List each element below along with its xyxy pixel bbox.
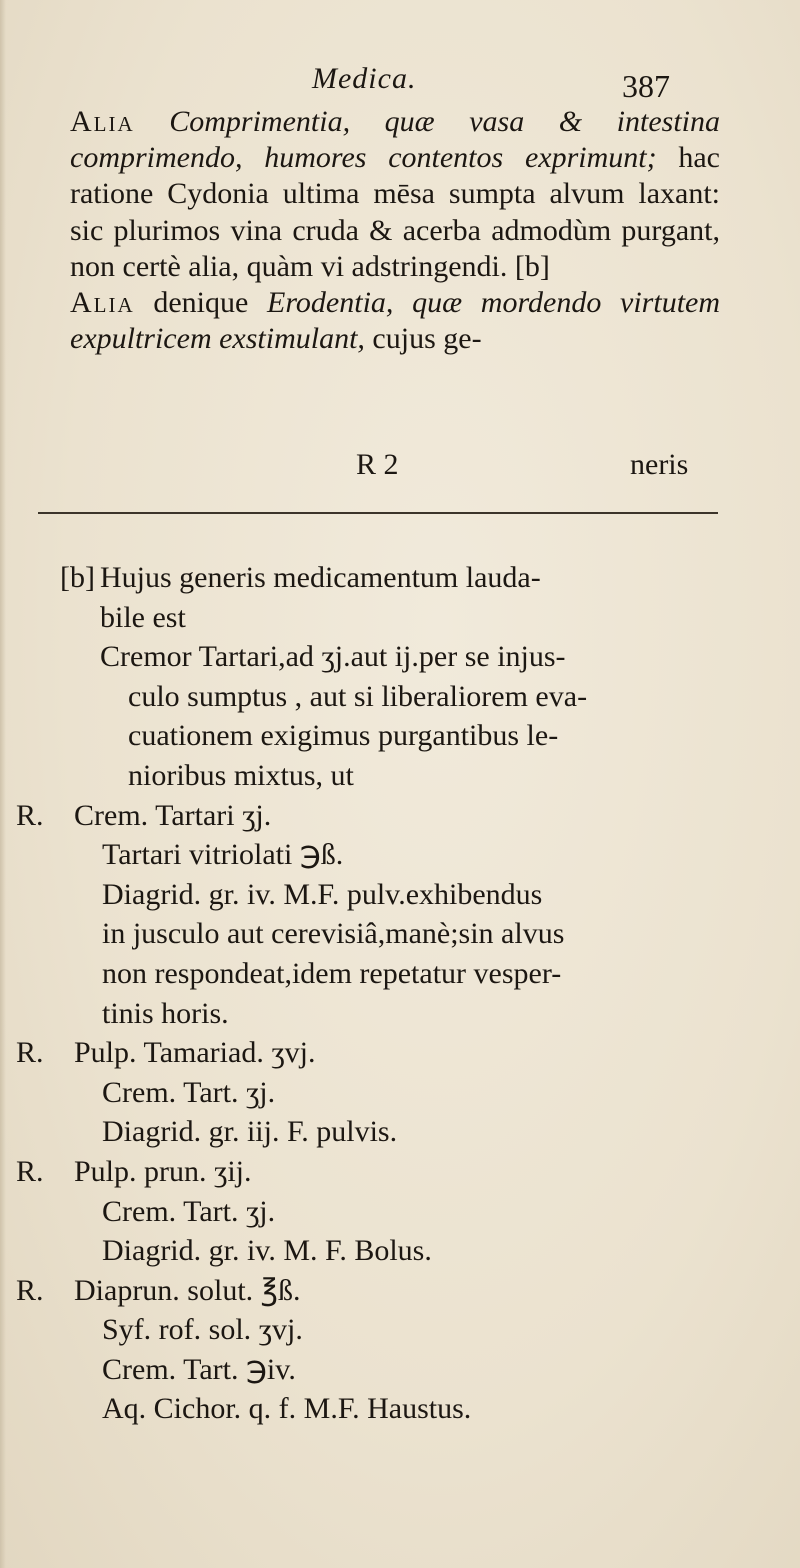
recipe-line: Crem. Tartari ʒj. [74, 798, 272, 832]
footnote-line: Cremor Tartari,ad ʒj.aut ij.per se injus- [100, 640, 566, 674]
recipe-line: Diaprun. solut. ℥ß. [74, 1273, 301, 1307]
footnote-line: nioribus mixtus, ut [128, 758, 354, 792]
recipe-symbol: R. [16, 1154, 44, 1188]
footnote-reference: [b] [60, 561, 95, 594]
paragraph-comprimentia [70, 104, 720, 285]
recipe-line: Pulp. prun. ʒij. [74, 1154, 252, 1188]
footnote-line: cuationem exigimus purgantibus le- [128, 719, 559, 753]
recipe-line: tinis horis. [102, 996, 229, 1030]
paragraph-body: cujus ge- [372, 322, 482, 356]
recipe-4 [16, 1271, 776, 1429]
recipe-line: Syf. rof. sol. ʒvj. [102, 1313, 303, 1347]
footnote-line: culo sumptus , aut si liberaliorem eva- [128, 679, 588, 713]
paragraph-italic-definition: Comprimentia, quæ vasa & intestina comprimendo, humores contentos exprimunt; [70, 105, 721, 175]
paragraph-erodentia [70, 285, 720, 357]
main-text [70, 104, 720, 357]
footnote-line: bile est [100, 600, 186, 634]
recipe-line: Pulp. Tamariad. ʒvj. [74, 1036, 316, 1070]
running-head: Medica. [312, 62, 417, 95]
signature-mark: R 2 [356, 448, 399, 481]
recipe-1 [16, 796, 776, 1034]
paragraph-lead-word: Alia [70, 286, 135, 320]
footnote-block [16, 558, 776, 1429]
recipe-line: non respondeat,idem repetatur vesper- [102, 956, 562, 990]
signature-line [0, 448, 800, 488]
recipe-line: Tartari vitriolati ℈ß. [102, 838, 344, 872]
recipe-symbol: R. [16, 1273, 44, 1307]
footnote-prose [16, 637, 776, 795]
recipe-3 [16, 1152, 776, 1271]
recipe-2 [16, 1033, 776, 1152]
recipe-line: Diagrid. gr. iij. F. pulvis. [102, 1115, 398, 1149]
recipe-line: Diagrid. gr. iv. M.F. pulv.exhibendus [102, 877, 543, 911]
paragraph-body: hac ratione Cydonia ultima mēsa sumpta alvum laxant: sic plurimos vina cruda & acerba admodùm purgant, non certè alia, quàm vi adstringendi. [b] [70, 141, 720, 283]
paragraph-lead-word: Alia [70, 105, 135, 138]
page-gutter-shadow [0, 0, 6, 1568]
recipe-line: Aq. Cichor. q. f. M.F. Haustus. [102, 1392, 472, 1426]
recipe-line: Crem. Tart. ʒj. [102, 1075, 276, 1109]
recipe-line: Diagrid. gr. iv. M. F. Bolus. [102, 1234, 432, 1268]
footnote-intro [16, 558, 776, 637]
recipe-line: in jusculo aut cerevisiâ,manè;sin alvus [102, 917, 565, 951]
page-number: 387 [622, 68, 670, 104]
paragraph-italic-definition: Erodentia, quæ mordendo virtutem expultricem exstimulant, [70, 286, 721, 356]
recipe-line: Crem. Tart. ʒj. [102, 1194, 276, 1228]
footnote-line: Hujus generis medicamentum lauda- [100, 561, 541, 594]
paragraph-body: denique [153, 286, 249, 320]
recipe-symbol: R. [16, 798, 44, 832]
footnote-rule [38, 512, 718, 514]
catchword: neris [630, 448, 689, 481]
recipe-line: Crem. Tart. ℈iv. [102, 1352, 296, 1386]
recipe-symbol: R. [16, 1036, 44, 1070]
